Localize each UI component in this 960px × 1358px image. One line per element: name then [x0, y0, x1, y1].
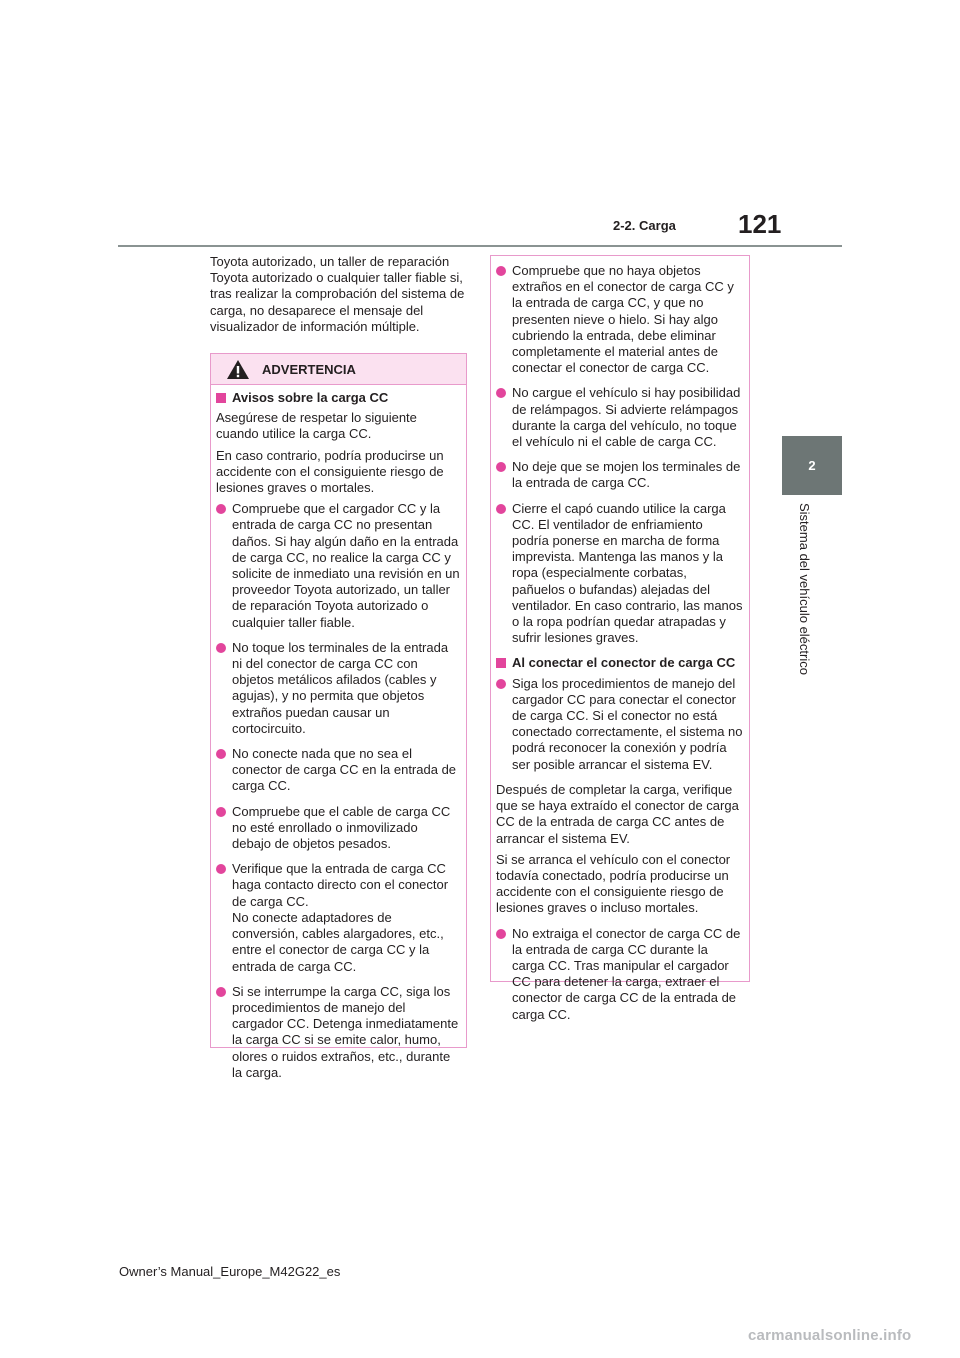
warning-bullet	[216, 640, 460, 737]
round-bullet-icon	[496, 504, 506, 514]
continued-bullet	[496, 501, 743, 647]
round-bullet-icon	[216, 864, 226, 874]
warning-bullet-text: Compruebe que el cargador CC y la entrada de carga CC no presentan daños. Si hay algún daño en la entrada de carga CC, no realice la carga CC y solicite de inmediato una revisión en un proveedor Toyota autorizado, un taller de reparación Toyota autorizado o cualquier taller fiable.	[232, 501, 460, 630]
square-bullet-icon	[216, 393, 226, 403]
warning-title: ADVERTENCIA	[262, 361, 356, 377]
continued-bullet-text: Compruebe que no haya objetos extraños en el conector de carga CC y la entrada de carga CC, y que no presenten nieve o hielo. Si hay algo cubriendo la entrada, debe eliminar completamente el material antes de conectar el conector de carga CC.	[512, 263, 734, 376]
warning-triangle-icon	[226, 359, 250, 380]
continued-bullet	[496, 459, 743, 491]
continued-bullet	[496, 676, 743, 773]
warning-bullet-text: Si se interrumpe la carga CC, siga los procedimientos de manejo del cargador CC. Detenga inmediatamente la carga CC si se emite calor, humo, olores o ruidos extraños, etc., durante la carga.	[232, 983, 459, 1080]
warning-body	[211, 385, 466, 1081]
warning-box	[210, 353, 467, 1080]
warning-bullet	[216, 984, 460, 1081]
warning-bullet	[216, 501, 460, 631]
continued-bullet-text: Siga los procedimientos de manejo del cargador CC para conectar el conector de carga CC. Si el conector no está conectado correctamente, el sistema no podrá reconocer la conexión y podría ser posible arrancar el sistema EV.	[512, 675, 743, 772]
section-title: 2-2. Carga	[613, 218, 676, 233]
warning-bullet	[216, 746, 460, 795]
continued-bullet	[496, 926, 743, 1023]
continued-subheading-text: Al conectar el conector de carga CC	[512, 655, 736, 671]
round-bullet-icon	[496, 929, 506, 939]
warning-subheading-text: Avisos sobre la carga CC	[232, 390, 389, 405]
warning-subheading	[216, 390, 460, 406]
round-bullet-icon	[496, 266, 506, 276]
continued-bullet-text: Cierre el capó cuando utilice la carga CC. El ventilador de enfriamiento podría ponerse en marcha de forma imprevista. Mantenga las manos y la ropa (especialmente corbatas, pañuelos o bufandas) alejadas del ventilador. En caso contrario, las manos o la ropa podrían quedar atrapadas y sufrir lesiones graves.	[512, 500, 743, 646]
continued-bullet-text: No extraiga el conector de carga CC de la entrada de carga CC durante la carga CC. Tras manipular el cargador CC para detener la carga, extraer el conector de carga CC de la entrada de carga CC.	[512, 925, 741, 1022]
square-bullet-icon	[496, 658, 506, 668]
warning-bullet-text: Compruebe que el cable de carga CC no esté enrollado o inmovilizado debajo de objetos pesados.	[232, 803, 451, 852]
round-bullet-icon	[216, 643, 226, 653]
warning-bullet	[216, 804, 460, 853]
warning-bullet-text: Verifique que la entrada de carga CC haga contacto directo con el conector de carga CC. No conecte adaptadores de conversión, cables alargadores, etc., entre el conector de carga CC y la entrada de carga CC.	[232, 861, 449, 974]
warning-box-continued	[490, 255, 750, 1022]
warning-header	[211, 354, 466, 385]
page-number: 121	[738, 209, 782, 239]
continued-paragraph: Después de completar la carga, verifique que se haya extraído el conector de carga CC de la entrada de carga CC antes de arrancar el sistema EV.	[496, 781, 739, 846]
round-bullet-icon	[216, 504, 226, 514]
continued-bullet	[496, 263, 743, 376]
round-bullet-icon	[496, 388, 506, 398]
warning-bullet	[216, 861, 460, 974]
round-bullet-icon	[496, 679, 506, 689]
continued-bullet	[496, 385, 743, 450]
round-bullet-icon	[496, 462, 506, 472]
site-watermark: carmanualsonline.info	[748, 1327, 912, 1344]
chapter-tab	[782, 436, 842, 495]
continued-bullet-text: No cargue el vehículo si hay posibilidad de relámpagos. Si advierte relámpagos durante la carga del vehículo, no toque el vehículo ni el cable de carga CC.	[512, 385, 741, 450]
manual-footer: Owner’s Manual_Europe_M42G22_es	[119, 1264, 341, 1279]
continued-paragraph: Si se arranca el vehículo con el conector todavía conectado, podría producirse un accidente con el consiguiente riesgo de lesiones graves o incluso mortales.	[496, 851, 731, 916]
warning-paragraph: En caso contrario, podría producirse un accidente con el consiguiente riesgo de lesiones graves o mortales.	[216, 447, 444, 496]
warning-bullet-text: No conecte nada que no sea el conector de carga CC en la entrada de carga CC.	[232, 746, 457, 794]
warning-paragraph: Asegúrese de respetar lo siguiente cuando utilice la carga CC.	[216, 410, 417, 442]
round-bullet-icon	[216, 749, 226, 759]
round-bullet-icon	[216, 807, 226, 817]
chapter-number: 2	[808, 458, 816, 473]
warning-bullet-text: No toque los terminales de la entrada ni del conector de carga CC con objetos metálicos afilados (cables y agujas), y no permita que objetos extraños puedan causar un cortocircuito.	[232, 639, 449, 736]
round-bullet-icon	[216, 987, 226, 997]
chapter-side-label: Sistema del vehículo eléctrico	[797, 503, 812, 675]
intro-paragraph: Toyota autorizado, un taller de reparación Toyota autorizado o cualquier taller fiable si, tras realizar la comprobación del sistema de carga, no desaparece el mensaje del visualizador de información múltiple.	[210, 254, 465, 334]
continued-bullet-text: No deje que se mojen los terminales de la entrada de carga CC.	[512, 459, 741, 491]
continued-subheading	[496, 655, 743, 671]
header-rule	[118, 245, 842, 247]
continued-body	[491, 256, 749, 1023]
